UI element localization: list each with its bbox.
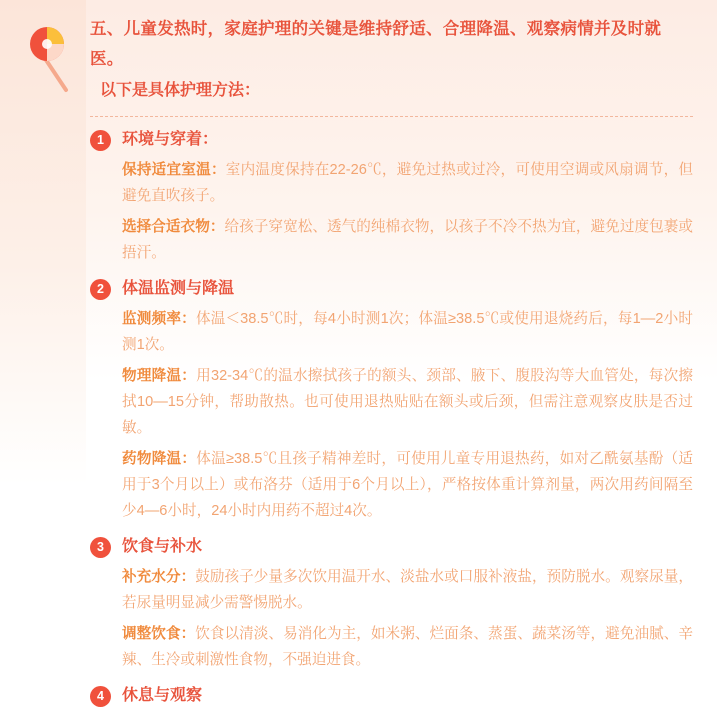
paragraph (122, 214, 693, 266)
paragraph-text: 体温＜38.5℃时，每4小时测1次；体温≥38.5℃或使用退烧药后，每1—2小时测1次。 (122, 311, 693, 353)
paragraph-term: 药物降温： (122, 451, 197, 467)
page-title: 五、儿童发热时，家庭护理的关键是维持舒适、合理降温、观察病情并及时就医。 (90, 20, 662, 68)
section-heading: 体温监测与降温 (122, 280, 235, 297)
paragraph (122, 621, 693, 673)
paragraph-term: 补充水分： (122, 569, 196, 585)
section-block (90, 278, 693, 524)
paragraph (122, 306, 693, 358)
paragraph-text: 给孩子穿宽松、透气的纯棉衣物，以孩子不冷不热为宜，避免过度包裹或捂汗。 (122, 219, 693, 261)
paragraph (122, 363, 693, 441)
paragraph-text: 体温≥38.5℃且孩子精神差时，可使用儿童专用退热药，如对乙酰氨基酚（适用于3个月以上）或布洛芬（适用于6个月以上），严格按体重计算剂量，两次用药间隔至少4—6小时，24小时内用药不超过4次。 (122, 451, 693, 519)
section-number-badge: 4 (90, 686, 111, 707)
section-number-badge: 1 (90, 130, 111, 151)
paragraph-term: 监测频率： (122, 311, 196, 327)
paragraph (122, 564, 693, 616)
section-heading: 饮食与补水 (122, 538, 203, 555)
section-block (90, 536, 693, 673)
paragraph-term: 物理降温： (122, 368, 197, 384)
section-number-badge: 3 (90, 537, 111, 558)
section-block (90, 129, 693, 266)
paragraph (122, 157, 693, 209)
section-heading: 休息与观察 (122, 687, 203, 704)
section-number-badge: 2 (90, 279, 111, 300)
paragraph-text: 鼓励孩子少量多次饮用温开水、淡盐水或口服补液盐，预防脱水。观察尿量，若尿量明显减少需警惕脱水。 (122, 569, 693, 611)
paragraph-text: 室内温度保持在22-26℃，避免过热或过冷，可使用空调或风扇调节，但避免直吹孩子。 (122, 162, 693, 204)
section-heading: 环境与穿着： (122, 131, 219, 148)
paragraph-text: 饮食以清淡、易消化为主，如米粥、烂面条、蒸蛋、蔬菜汤等，避免油腻、辛辣、生冷或刺激性食物，不强迫进食。 (122, 626, 693, 668)
paragraph-text: 用32-34℃的温水擦拭孩子的额头、颈部、腋下、腹股沟等大血管处，每次擦拭10—15分钟，帮助散热。也可使用退热贴贴在额头或后颈，但需注意观察皮肤是否过敏。 (122, 368, 693, 436)
paragraph (122, 446, 693, 524)
lead-text: 以下是具体护理方法： (100, 82, 261, 99)
section-block (90, 685, 693, 707)
paragraph-term: 调整饮食： (122, 626, 196, 642)
paragraph-term: 保持适宜室温： (122, 162, 226, 178)
paragraph-term: 选择合适衣物： (122, 219, 225, 235)
divider (90, 116, 693, 117)
